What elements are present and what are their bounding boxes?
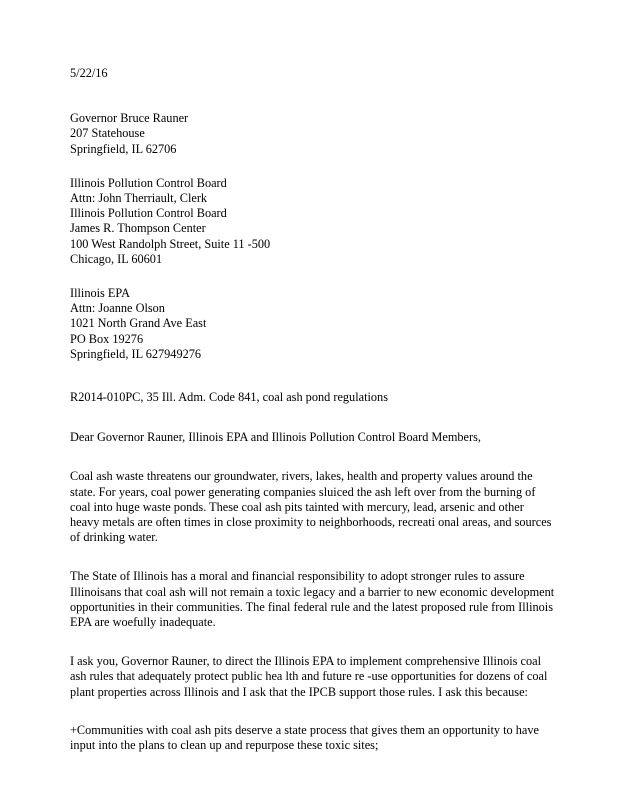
paragraph-1: Coal ash waste threatens our groundwater, rivers, lakes, health and property values around the state. For years, coal power generating companies sluiced the ash left over from the burning of coal into huge waste ponds. These coal ash pits tainted with mercury, lead, arsenic and other heavy metals are often times in close proximity to neighborhoods, recreati onal areas, and sources of drinking water.	[70, 469, 552, 545]
address-line: 1021 North Grand Ave East	[70, 316, 207, 331]
address-line: Attn: Joanne Olson	[70, 301, 165, 316]
letter-date: 5/22/16	[70, 66, 108, 80]
recipient-governor	[70, 111, 556, 157]
address-line: 100 West Randolph Street, Suite 11 -500	[70, 236, 271, 251]
paragraph-2: The State of Illinois has a moral and financial responsibility to adopt stronger rules to assure Illinoisans that coal ash will not remain a toxic legacy and a barrier to new economic development opportunities in their communities. The final federal rule and the latest proposed rule from Illinois EPA are woefully inadequate.	[70, 569, 555, 630]
paragraph-4: +Communities with coal ash pits deserve a state process that gives them an opportunity to have input into the plans to clean up and repurpose these toxic sites;	[70, 722, 539, 753]
letter-body	[70, 66, 556, 753]
recipient-illinois-epa	[70, 286, 556, 362]
address-line: Governor Bruce Rauner	[70, 111, 189, 126]
recipient-pollution-control-board	[70, 176, 556, 267]
address-line: Illinois Pollution Control Board	[70, 175, 227, 190]
address-line: Springfield, IL 627949276	[70, 346, 202, 361]
salutation: Dear Governor Rauner, Illinois EPA and Illinois Pollution Control Board Members,	[70, 430, 481, 445]
address-line: James R. Thompson Center	[70, 221, 206, 236]
address-line: Illinois Pollution Control Board	[70, 206, 227, 221]
subject-line: R2014-010PC, 35 Ill. Adm. Code 841, coal ash pond regulations	[70, 390, 388, 405]
paragraph-3: I ask you, Governor Rauner, to direct the Illinois EPA to implement comprehensive Illinois coal ash rules that adequately protect public hea lth and future re -use opportunities for dozens of coal plant properties across Illinois and I ask that the IPCB support those rules. I ask this because:	[70, 654, 548, 699]
address-line: 207 Statehouse	[70, 126, 145, 141]
address-line: Springfield, IL 62706	[70, 141, 177, 156]
address-line: Chicago, IL 60601	[70, 251, 163, 266]
address-line: PO Box 19276	[70, 331, 144, 346]
address-line: Illinois EPA	[70, 286, 131, 301]
address-line: Attn: John Therriault, Clerk	[70, 191, 208, 206]
